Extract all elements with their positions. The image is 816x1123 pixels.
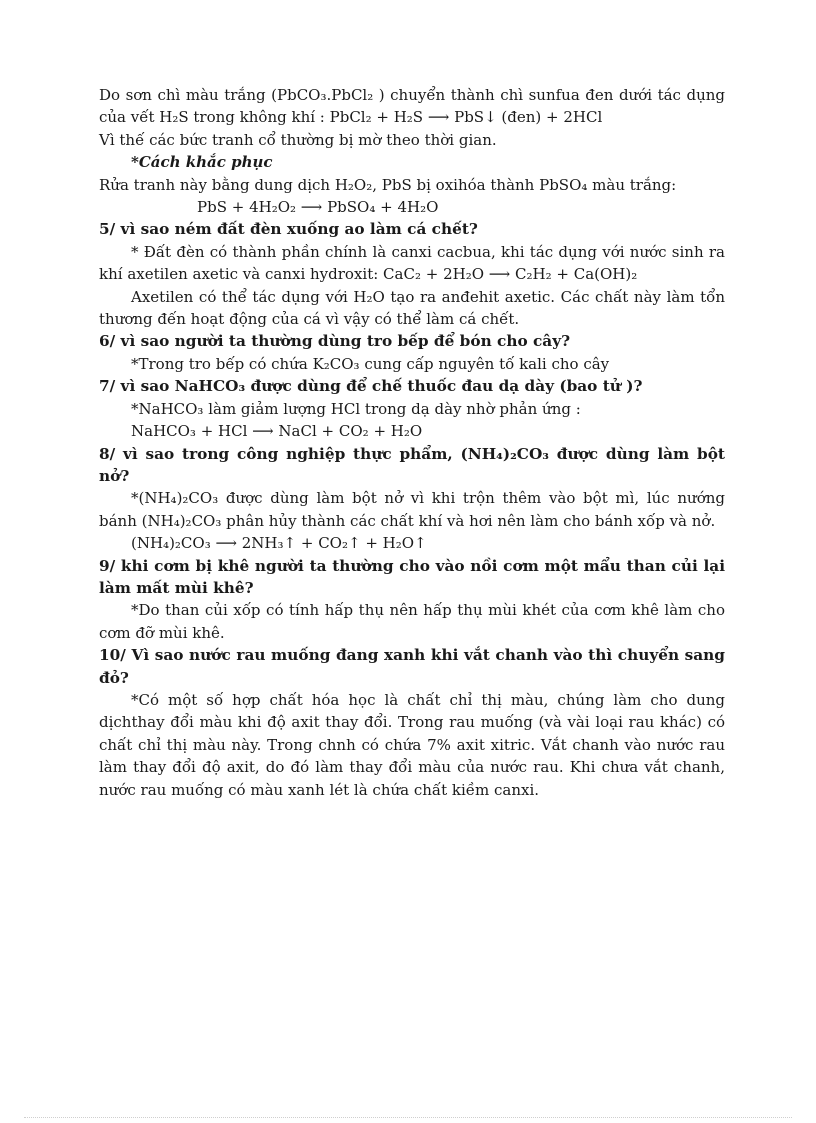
question-7: 7/ vì sao NaHCO₃ được dùng để chế thuốc đau dạ dày (bao tử )? <box>99 377 643 396</box>
paragraph-paintings: Vì thế các bức tranh cổ thường bị mờ theo thời gian. <box>99 130 497 149</box>
document-body <box>99 84 725 801</box>
answer-8: *(NH₄)₂CO₃ được dùng làm bột nở vì khi trộn thêm vào bột mì, lúc nướng bánh (NH₄)₂CO₃ phân hủy thành các chất khí và hơi nên làm cho bánh xốp và nở. <box>99 489 725 530</box>
equation-pbs-oxidation: PbS + 4H₂O₂ ⟶ PbSO₄ + 4H₂O <box>197 198 439 217</box>
answer-9: *Do than củi xốp có tính hấp thụ nên hấp thụ mùi khét của cơm khê làm cho cơm đỡ mùi khê. <box>99 601 725 642</box>
question-5: 5/ vì sao ném đất đèn xuống ao làm cá chết? <box>99 220 478 239</box>
equation-ammonium-carbonate: (NH₄)₂CO₃ ⟶ 2NH₃↑ + CO₂↑ + H₂O↑ <box>131 534 427 553</box>
answer-5-part-1: * Đất đèn có thành phần chính là canxi cacbua, khi tác dụng với nước sinh ra khí axetilen axetic và canxi hydroxit: CaC₂ + 2H₂O ⟶ C₂H₂ + Ca(OH)₂ <box>99 242 725 284</box>
answer-5-part-2: Axetilen có thể tác dụng với H₂O tạo ra anđehit axetic. Các chất này làm tổn thương đến hoạt động của cá vì vậy có thể làm cá chết. <box>99 287 725 329</box>
question-10: 10/ Vì sao nước rau muống đang xanh khi vắt chanh vào thì chuyển sang đỏ? <box>99 646 725 687</box>
subheading-remedy: *Cách khắc phục <box>131 153 273 172</box>
paragraph-wash: Rửa tranh này bằng dung dịch H₂O₂, PbS bị oxihóa thành PbSO₄ màu trắng: <box>99 175 677 194</box>
paragraph-pb-reaction: Do sơn chì màu trắng (PbCO₃.PbCl₂ ) chuyển thành chì sunfua đen dưới tác dụng của vết H₂S trong không khí : PbCl₂ + H₂S ⟶ PbS↓ (đen) + 2HCl <box>99 86 725 127</box>
answer-7: *NaHCO₃ làm giảm lượng HCl trong dạ dày nhờ phản ứng : <box>131 399 581 418</box>
question-8: 8/ vì sao trong công nghiệp thực phẩm, (NH₄)₂CO₃ được dùng làm bột nở? <box>99 444 725 485</box>
page-bottom-divider <box>24 1117 792 1118</box>
answer-10: *Có một số hợp chất hóa học là chất chỉ thị màu, chúng làm cho dung dịchthay đổi màu khi độ axit thay đổi. Trong rau muống (và vài loại rau khác) có chất chỉ thị màu này. Trong chnh có chứa 7% axit xitric. Vắt chanh vào nước rau làm thay đổi độ axit, do đó làm thay đổi màu của nước rau. Khi chưa vắt chanh, nước rau muống có màu xanh lét là chứa chất kiềm canxi. <box>99 690 725 799</box>
question-9: 9/ khi cơm bị khê người ta thường cho vào nồi cơm một mẩu than củi lại làm mất mùi khê? <box>99 556 725 597</box>
answer-6: *Trong tro bếp có chứa K₂CO₃ cung cấp nguyên tố kali cho cây <box>131 354 610 373</box>
equation-nahco3: NaHCO₃ + HCl ⟶ NaCl + CO₂ + H₂O <box>131 422 423 441</box>
question-6: 6/ vì sao người ta thường dùng tro bếp để bón cho cây? <box>99 332 571 351</box>
